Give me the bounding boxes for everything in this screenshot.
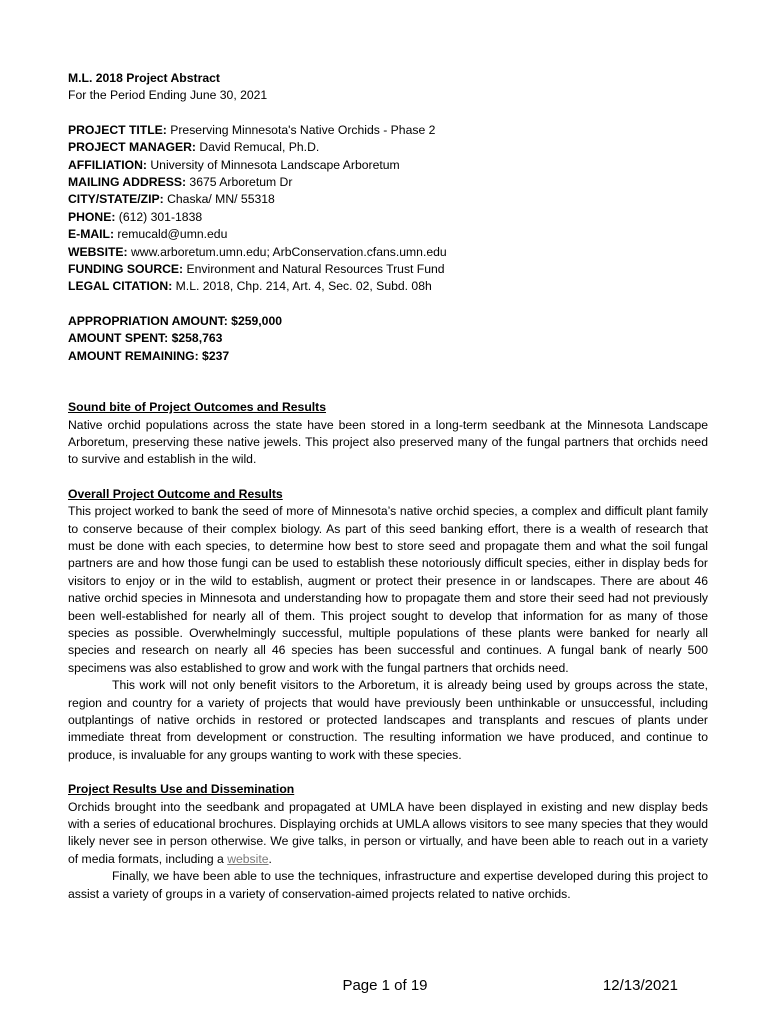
dissemination-paragraph-1: Orchids brought into the seedbank and propagated at UMLA have been displayed in existing and new display beds with a series of educational brochures. Displaying orchids at UMLA allows visitors to see many species that they would likely never see in person otherwise. We give talks, in person or virtually, and have been able to reach out in a variety of media formats, including a website. — [68, 799, 708, 866]
field-city-state-zip: CITY/STATE/ZIP: Chaska/ MN/ 55318 — [68, 192, 275, 207]
field-project-title: PROJECT TITLE: Preserving Minnesota's Native Orchids - Phase 2 — [68, 122, 436, 137]
footer-date: 12/13/2021 — [602, 977, 678, 994]
field-website: WEBSITE: www.arboretum.umn.edu; ArbConservation.cfans.umn.edu — [68, 244, 447, 259]
appropriation-amount: APPROPRIATION AMOUNT: $259,000 — [68, 313, 283, 328]
reporting-period: For the Period Ending June 30, 2021 — [68, 88, 268, 103]
field-legal-citation: LEGAL CITATION: M.L. 2018, Chp. 214, Art. 4, Sec. 02, Subd. 08h — [68, 279, 432, 294]
amount-remaining: AMOUNT REMAINING: $237 — [68, 348, 230, 363]
dissemination-heading: Project Results Use and Dissemination — [68, 782, 295, 797]
outcome-heading: Overall Project Outcome and Results — [68, 486, 283, 501]
outcome-paragraph-2: This work will not only benefit visitors to the Arboretum, it is already being used by groups across the state, region and country for a variety of projects that would have previously been unthinkable or unsuccessful, including outplantings of native orchids in restored or protected landscapes and transplants and rescues of plants under immediate threat from development or construction. The resulting information we have produced, and continue to produce, is invaluable for any groups wanting to work with these species. — [68, 678, 708, 762]
field-email: E-MAIL: remucald@umn.edu — [68, 227, 228, 242]
field-mailing-address: MAILING ADDRESS: 3675 Arboretum Dr — [68, 175, 293, 190]
amount-spent: AMOUNT SPENT: $258,763 — [68, 331, 223, 346]
abstract-title: M.L. 2018 Project Abstract — [68, 71, 220, 85]
outcome-paragraph-1: This project worked to bank the seed of more of Minnesota’s native orchid species, a complex and difficult plant family to conserve because of their complex biology. As part of this seed banking effort, there is a wealth of research that must be done with each species, to determine how best to store seed and propagate them and what the soil fungal partners are and how those fungi can be used to establish these notoriously difficult species, either in display beds for visitors to enjoy or in the wild to establish, augment or protect their presence in or landscapes. There are about 46 native orchid species in Minnesota and understanding how to propagate them and store their seed had not previously been well-established for nearly all of them. This project sought to develop that information for as many of those species as possible. Overwhelmingly successful, multiple populations of these plants were banked for nearly all species and research on nearly all 46 species has been successful and continues. A fungal bank of nearly 500 specimens was also established to grow and work with the fungal partners that orchids need. — [68, 504, 708, 675]
page-number: Page 1 of 19 — [342, 977, 428, 994]
soundbite-text: Native orchid populations across the state have been stored in a long-term seedbank at the Minnesota Landscape Arboretum, preserving these native jewels. This project also preserved many of the fungal partners that orchids need to survive and establish in the wild. — [68, 417, 708, 467]
field-phone: PHONE: (612) 301-1838 — [68, 209, 203, 224]
document-body — [68, 70, 708, 903]
dissemination-paragraph-2: Finally, we have been able to use the techniques, infrastructure and expertise developed during this project to assist a variety of groups in a variety of conservation-aimed projects related to native orchids. — [68, 869, 708, 901]
field-funding-source: FUNDING SOURCE: Environment and Natural Resources Trust Fund — [68, 262, 445, 277]
soundbite-heading: Sound bite of Project Outcomes and Results — [68, 400, 327, 415]
field-affiliation: AFFILIATION: University of Minnesota Landscape Arboretum — [68, 157, 400, 172]
field-project-manager: PROJECT MANAGER: David Remucal, Ph.D. — [68, 140, 320, 155]
website-link[interactable]: website — [227, 851, 269, 866]
project-info-fields — [68, 122, 708, 296]
